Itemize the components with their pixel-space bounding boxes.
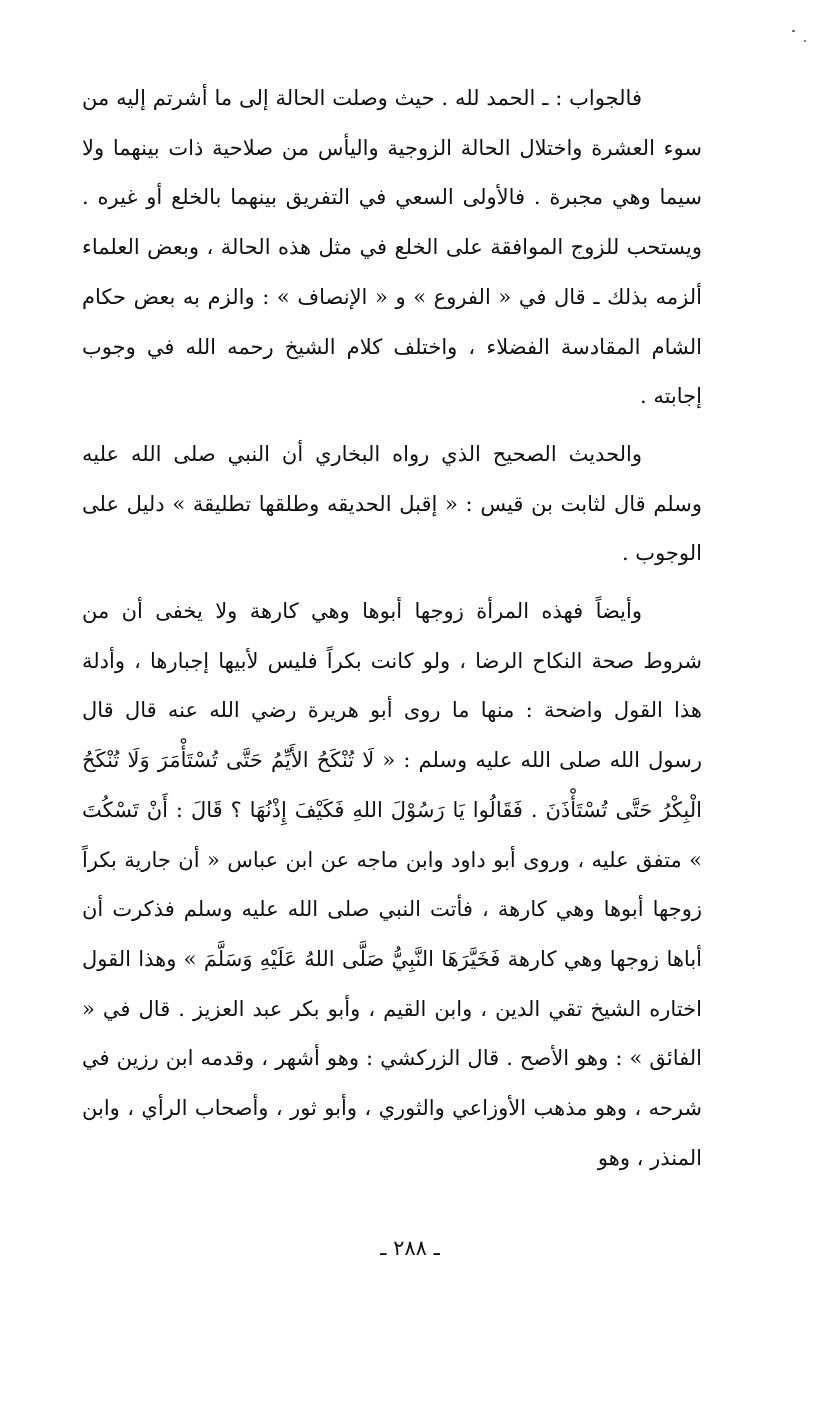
page-number: ـ ٢٨٨ ـ — [380, 1236, 440, 1260]
hadith-paragraph: والحديث الصحيح الذي رواه البخاري أن النبي صلى الله عليه وسلم قال لثابت بن قيس : « إقبل الحديقه وطلقها تطليقة » دليل على الوجوب . — [82, 441, 702, 566]
scan-speck — [804, 40, 806, 42]
answer-paragraph: فالجواب : ـ الحمد لله . حيث وصلت الحالة إلى ما أشرتم إليه من سوء العشرة واختلال الحالة الزوجية واليأس من صلاحية ذات بينهما ولا سيما وهي مجبرة . فالأولى السعي في التفريق بينهما بالخلع أو غيره . ويستحب للزوج الموافقة على الخلع في مثل هذه الحالة ، وبعض العلماء ألزمه بذلك ـ قال في « الفروع » و « الإنصاف » : والزم به بعض حكام الشام المقادسة الفضلاء ، واختلف كلام الشيخ رحمه الله في وجوب إجابته . — [82, 86, 702, 409]
evidence-paragraph: وأيضاً فهذه المرأة زوجها أبوها وهي كارهة ولا يخفى أن من شروط صحة النكاح الرضا ، ولو كانت بكراً فليس لأبيها إجبارها ، وأدلة هذا القول واضحة : منها ما روى أبو هريرة رضي الله عنه قال قال رسول الله صلى الله عليه وسلم : « لَا تُنْكَحُ الأَيِّمُ حَتَّى تُسْتَأْمَرَ وَلَا تُنْكَحُ الْبِكْرُ حَتَّى تُسْتَأْذَنَ . فَقَالُوا يَا رَسُوْلَ اللهِ فَكَيْفَ إِذْنُهَا ؟ قَالَ : أَنْ تَسْكُتَ » متفق عليه ، وروى أبو داود وابن ماجه عن ابن عباس « أن جارية بكراً زوجها أبوها وهي كارهة ، فأتت النبي صلى الله عليه وسلم فذكرت أن أباها زوجها وهي كارهة فَخَيَّرَهَا النَّبِيُّ صَلَّى اللهُ عَلَيْهِ وَسَلَّمَ » وهذا القول اختاره الشيخ تقي الدين ، وابن القيم ، وأبو بكر عبد العزيز . قال في « الفائق » : وهو الأصح . قال الزركشي : وهو أشهر ، وقدمه ابن رزين في شرحه ، وهو مذهب الأوزاعي والثوري ، وأبو ثور ، وأصحاب الرأي ، وابن المنذر ، وهو — [82, 599, 702, 1170]
scan-speck — [792, 30, 795, 32]
body-text — [82, 74, 702, 1183]
